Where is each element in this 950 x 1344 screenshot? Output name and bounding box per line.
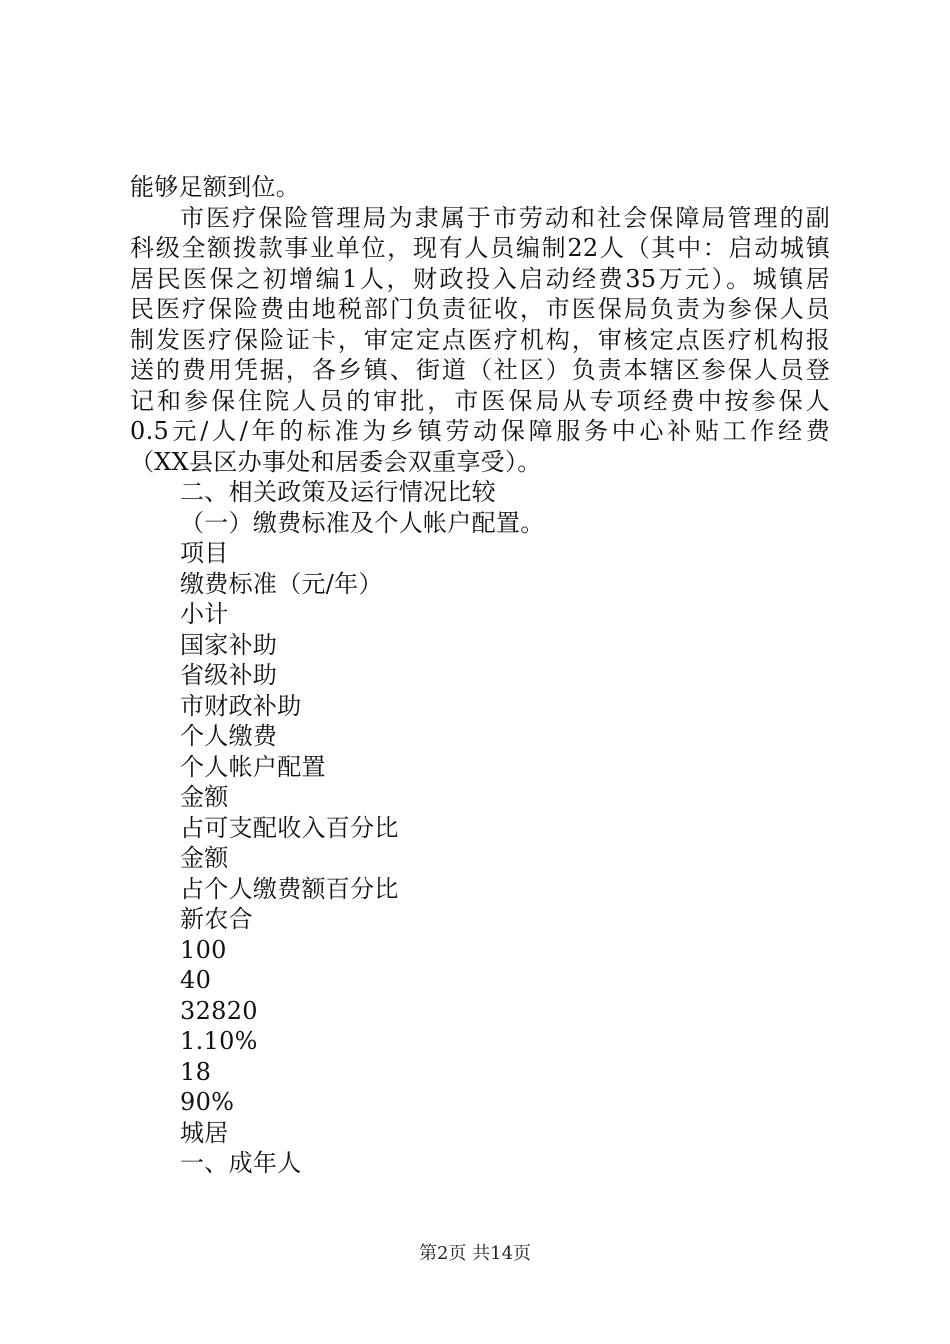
text-line: 能够足额到位。 <box>130 173 301 201</box>
table-cell-text: 90% <box>180 1088 235 1116</box>
table-cell-text: 1.10% <box>180 1027 258 1055</box>
table-cell-text: 市财政补助 <box>180 691 302 720</box>
section-heading: 二、相关政策及运行情况比较 <box>180 478 496 506</box>
table-cell-text: 18 <box>180 1057 212 1086</box>
text-line: 制发医疗保险证卡，审定定点医疗机构，审核定点医疗机构报 <box>130 325 830 354</box>
table-cell-text: 金额 <box>180 844 229 872</box>
table-cell-text: 一、成年人 <box>180 1149 302 1177</box>
page-number-footer: 第2页 共14页 <box>418 1243 532 1264</box>
table-cell-text: 32820 <box>180 996 258 1025</box>
table-cell-text: 省级补助 <box>180 661 278 689</box>
text-line: 记和参保住院人员的审批，市医保局从专项经费中按参保人 <box>130 386 830 415</box>
subsection-heading: （一）缴费标准及个人帐户配置。 <box>180 508 545 537</box>
text-line: 市医疗保险管理局为隶属于市劳动和社会保障局管理的副 <box>180 203 830 232</box>
text-line: 居民医保之初增编1人，财政投入启动经费35万元）。城镇居 <box>130 264 830 293</box>
table-cell-text: 新农合 <box>180 905 253 933</box>
table-cell-text: 金额 <box>180 783 229 811</box>
table-cell-text: 小计 <box>180 600 229 628</box>
text-line: 民医疗保险费由地税部门负责征收，市医保局负责为参保人员 <box>130 295 830 323</box>
table-cell-text: 项目 <box>180 539 229 567</box>
table-cell-text: 城居 <box>180 1118 229 1147</box>
document-body <box>130 172 830 1179</box>
text-line: 送的费用凭据，各乡镇、街道（社区）负责本辖区参保人员登 <box>130 356 830 384</box>
table-cell-text: 占个人缴费额百分比 <box>180 874 399 903</box>
table-cell-text: 国家补助 <box>180 630 278 659</box>
text-line: 科级全额拨款事业单位，现有人员编制22人（其中：启动城镇 <box>130 234 830 262</box>
text-line: （XX县区办事处和居委会双重享受）。 <box>130 447 542 476</box>
table-cell-text: 个人帐户配置 <box>180 752 326 781</box>
table-cell-text: 占可支配收入百分比 <box>180 813 399 842</box>
table-cell-text: 个人缴费 <box>180 722 278 750</box>
table-cell-text: 40 <box>180 966 212 994</box>
table-cell-text: 100 <box>180 935 227 964</box>
text-line: 0.5元/人/年的标准为乡镇劳动保障服务中心补贴工作经费 <box>130 417 830 445</box>
table-cell-text: 缴费标准（元/年） <box>180 569 383 598</box>
